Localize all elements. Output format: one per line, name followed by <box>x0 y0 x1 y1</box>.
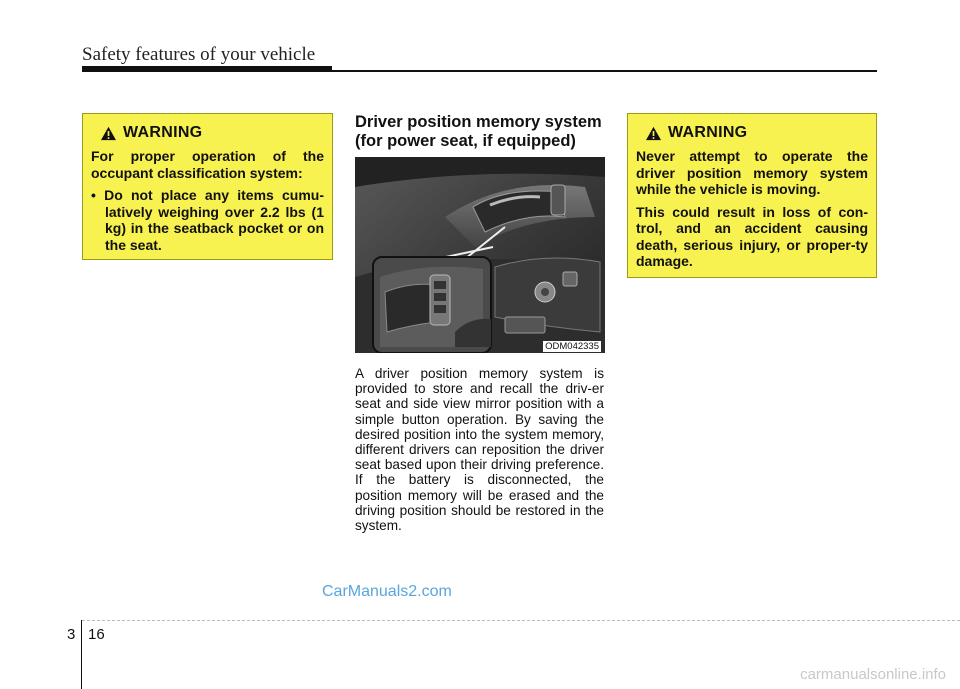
page-number-divider <box>81 620 82 689</box>
watermark-link[interactable]: CarManuals2.com <box>322 583 452 600</box>
warning-intro: For proper operation of the occupant classification system: <box>91 148 324 181</box>
warning-paragraph-1: Never attempt to operate the driver position memory system while the vehicle is moving. <box>636 148 868 197</box>
page-number: 16 <box>88 626 105 643</box>
warning-paragraph-2: This could result in loss of con-trol, and an accident causing death, serious injury, or proper-ty damage. <box>636 203 868 269</box>
header-rule-thick <box>82 66 332 72</box>
image-code: ODM042335 <box>545 341 599 352</box>
warning-box-left <box>82 113 333 260</box>
warning-header <box>645 124 868 142</box>
page-header-title: Safety features of your vehicle <box>82 44 316 65</box>
section-heading: Driver position memory system (for power seat, if equipped) <box>355 113 602 150</box>
warning-title: WARNING <box>123 124 203 141</box>
warning-box-right <box>627 113 877 278</box>
footer-rule <box>82 620 960 621</box>
warning-header <box>100 124 324 142</box>
door-panel-photo <box>355 157 605 353</box>
warning-title: WARNING <box>668 124 748 141</box>
section-body: A driver position memory system is provided to store and recall the driv-er seat and side view mirror position with a simple button operation. By saving the desired position into the system memory, different drivers can reposition the driver seat based upon their driving preference. If the battery is disconnected, the position memory will be erased and the driving position should be restored in the system. <box>355 366 604 534</box>
footer-site-watermark[interactable]: carmanualsonline.info <box>800 666 946 683</box>
warning-bullet: • Do not place any items cumu-latively weighing over 2.2 lbs (1 kg) in the seatback pocket or on the seat. <box>91 187 324 253</box>
chapter-number: 3 <box>67 626 76 643</box>
warning-triangle-icon <box>645 126 662 141</box>
warning-triangle-icon <box>100 126 117 141</box>
door-panel-illustration <box>355 157 605 353</box>
header-rule-thin <box>332 70 877 72</box>
